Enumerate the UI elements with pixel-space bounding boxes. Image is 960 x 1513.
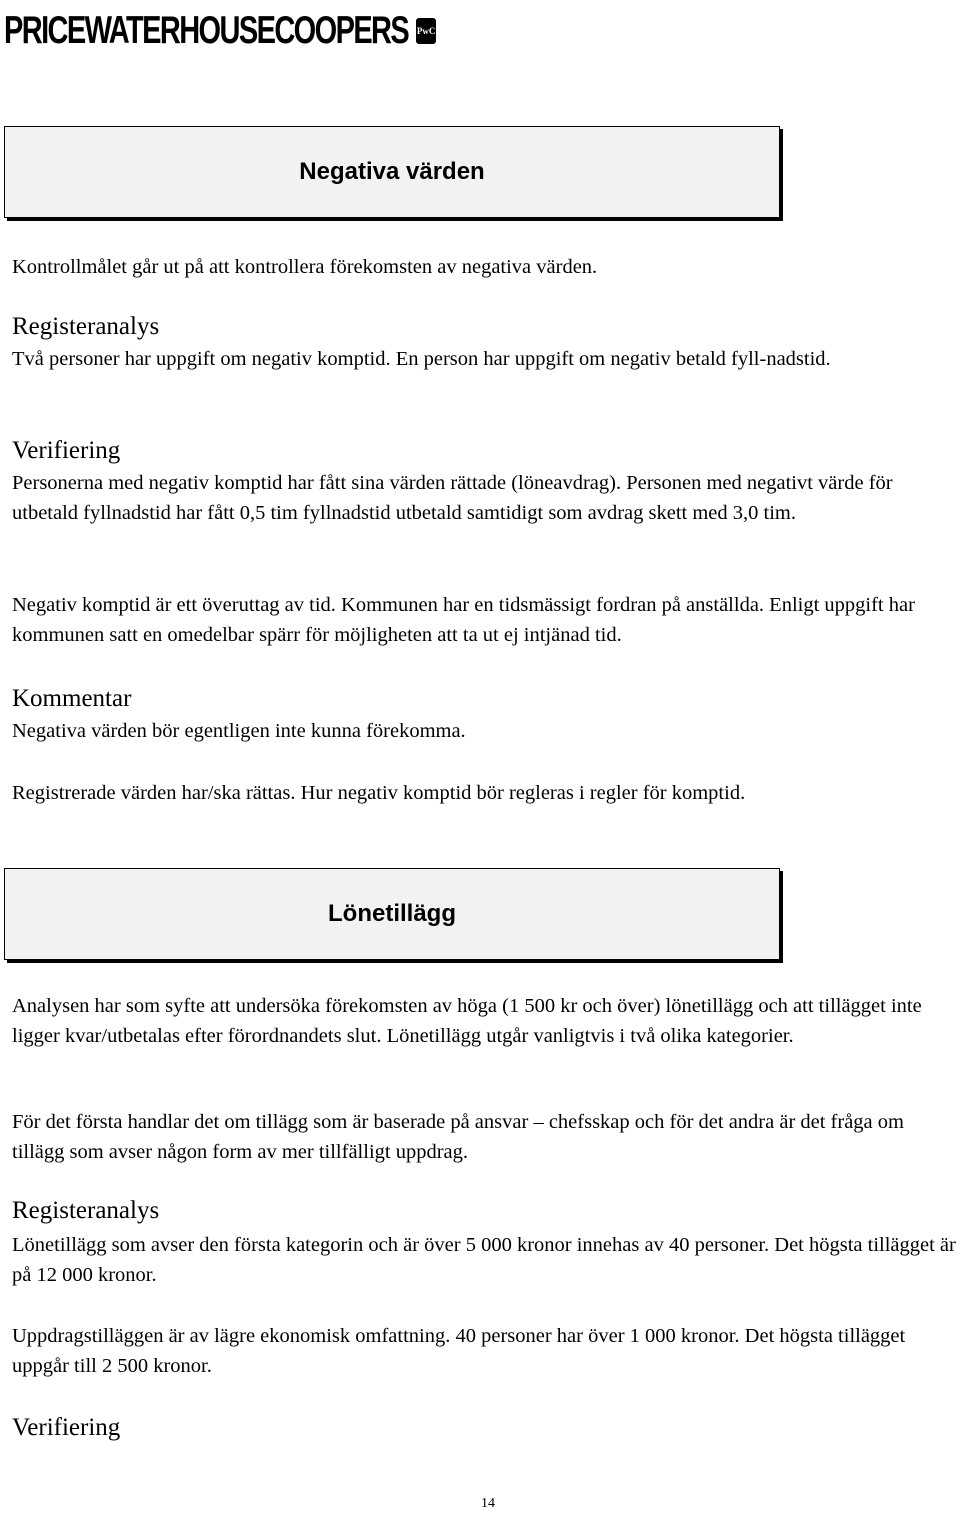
section-title: Lönetillägg [328,900,456,927]
paragraph: Personerna med negativ komptid har fått sina värden rättade (löneavdrag). Personen med negativt värde för utbetald fyllnadstid har fått 0,5 tim fyllnadstid utbetald samtidigt som avdrag skett med 3,0 tim. [12,472,893,524]
paragraph: Registrerade värden har/ska rättas. Hur negativ komptid bör regleras i regler för komptid. [12,782,746,804]
paragraph: Lönetillägg som avser den första kategorin och är över 5 000 kronor innehas av 40 personer. Det högsta tillägget är på 12 000 kronor. [12,1234,956,1286]
subheading-kommentar: Kommentar [12,685,132,712]
company-logo [4,8,436,54]
subheading-verifiering: Verifiering [12,1414,121,1441]
paragraph: Kontrollmålet går ut på att kontrollera förekomsten av negativa värden. [12,256,598,278]
paragraph: Uppdragstilläggen är av lägre ekonomisk omfattning. 40 personer har över 1 000 kronor. Det högsta tillägget uppgår till 2 500 kronor. [12,1325,906,1377]
section-title: Negativa värden [299,158,485,185]
logo-wordmark: PRICEWATERHOUSECOOPERS [4,8,409,52]
paragraph: Negativ komptid är ett överuttag av tid. Kommunen har en tidsmässigt fordran på anställda. Enligt uppgift har kommunen satt en omedelbar spärr för möjligheten att ta ut ej intjänad tid. [12,594,915,646]
paragraph: Analysen har som syfte att undersöka förekomsten av höga (1 500 kr och över) lönetillägg och att tillägget inte ligger kvar/utbetalas efter förordnandets slut. Lönetillägg utgår vanligtvis i två olika kategorier. [12,995,922,1047]
paragraph: Två personer har uppgift om negativ komptid. En person har uppgift om negativ betald fyll-nadstid. [12,348,831,370]
paragraph: Negativa värden bör egentligen inte kunna förekomma. [12,720,466,742]
section-title-box [4,126,780,218]
section-title-box [4,868,780,960]
subheading-registeranalys: Registeranalys [12,313,160,340]
paragraph: För det första handlar det om tillägg som är baserade på ansvar – chefsskap och för det andra är det fråga om tillägg som avser någon form av mer tillfälligt uppdrag. [12,1111,904,1163]
page-number: 14 [481,1496,495,1511]
logo-seal-icon: PwC [416,18,436,44]
subheading-registeranalys: Registeranalys [12,1197,160,1224]
subheading-verifiering: Verifiering [12,437,121,464]
